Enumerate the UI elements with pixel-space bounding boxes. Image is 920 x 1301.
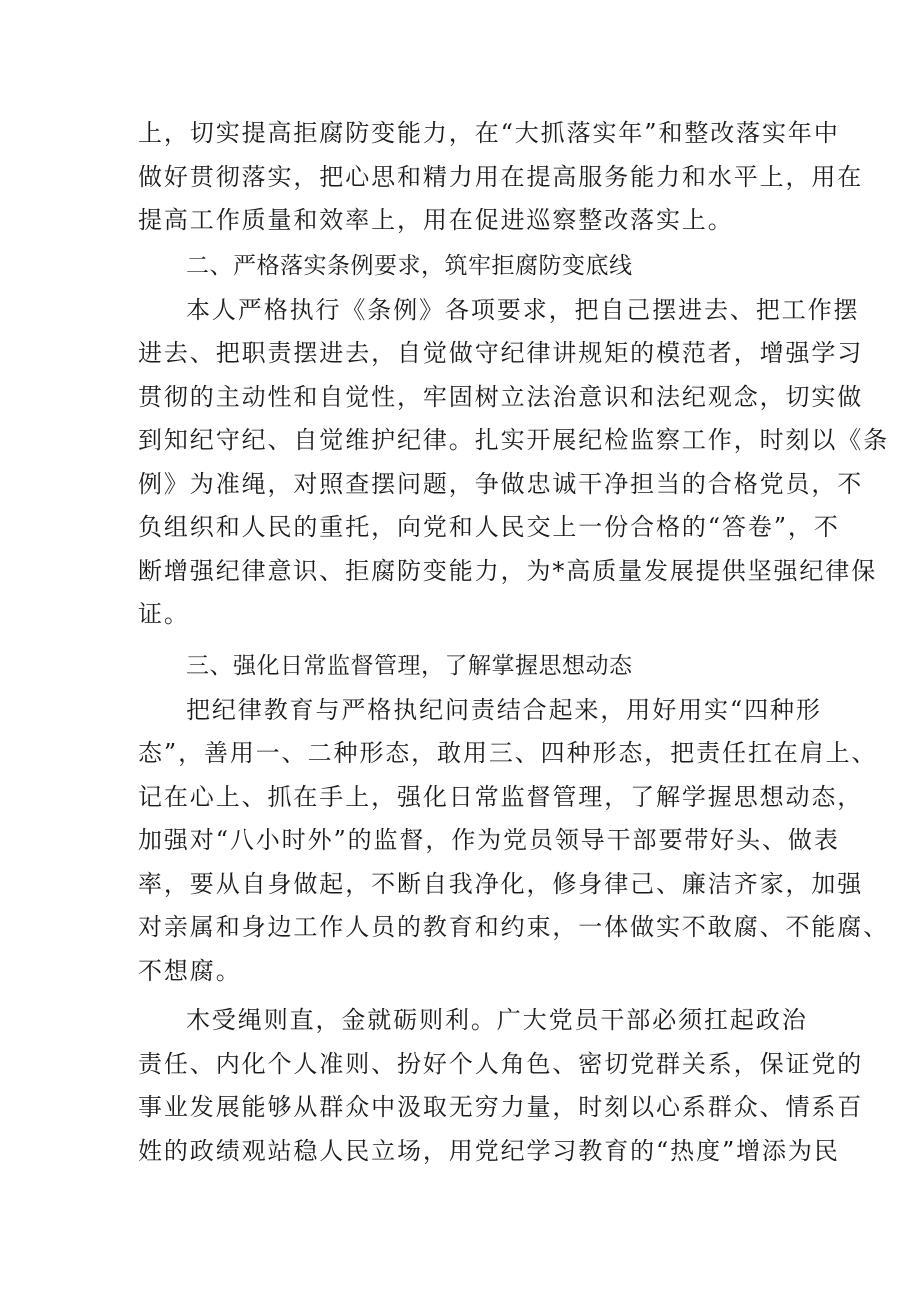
text-line: 责任、内化个人准则、扮好个人角色、密切党群关系，保证党的 (138, 1049, 864, 1078)
text-line: 断增强纪律意识、拒腐防变能力，为*高质量发展提供坚强纪律保 (138, 556, 878, 585)
text-line: 加强对“八小时外”的监督，作为党员领导干部要带好头、做表 (138, 826, 840, 854)
text-line: 做好贯彻落实，把心思和精力用在提高服务能力和水平上，用在 (138, 162, 864, 191)
text-line: 对亲属和身边工作人员的教育和约束，一体做实不敢腐、不能腐、 (138, 913, 890, 941)
text-line: 上，切实提高拒腐防变能力，在“大抓落实年”和整改落实年中 (138, 119, 840, 147)
section-heading-2: 二、严格落实条例要求，筑牢拒腐防变底线 (186, 252, 633, 279)
paragraph-2 (138, 289, 890, 637)
text-line: 贯彻的主动性和自觉性，牢固树立法治意识和法纪观念，切实做 (138, 382, 864, 411)
text-line: 证。 (138, 600, 190, 628)
paragraph-1 (138, 112, 864, 243)
paragraph-3 (138, 689, 890, 994)
text-line: 进去、把职责摆进去，自觉做守纪律讲规矩的模范者，增强学习 (138, 339, 864, 367)
section-heading-3: 三、强化日常监督管理，了解掌握思想动态 (186, 652, 633, 679)
text-line: 例》为准绳，对照查摆问题，争做忠诚干净担当的合格党员，不 (138, 469, 864, 498)
text-line: 态”，善用一、二种形态，敢用三、四种形态，把责任扛在肩上、 (138, 739, 878, 767)
text-line: 事业发展能够从群众中汲取无穷力量，时刻以心系群众、情系百 (138, 1093, 864, 1121)
text-line: 姓的政绩观站稳人民立场，用党纪学习教育的“热度”增添为民 (138, 1136, 840, 1165)
text-line: 本人严格执行《条例》各项要求，把自己摆进去、把工作摆 (186, 295, 860, 324)
text-line: 不想腐。 (138, 956, 242, 985)
text-line: 负组织和人民的重托，向党和人民交上一份合格的“答卷”，不 (138, 513, 840, 541)
text-line: 记在心上、抓在手上，强化日常监督管理，了解学握思想动态， (138, 782, 864, 811)
text-line: 木受绳则直，金就砺则利。广大党员干部必须扛起政治 (186, 1006, 808, 1034)
text-line: 提高工作质量和效率上，用在促进巡察整改落实上。 (138, 206, 734, 234)
text-line: 率，要从自身做起，不断自我净化，修身律己、廉洁齐家，加强 (138, 869, 864, 898)
text-line: 到知纪守纪、自觉维护纪律。扎实开展纪检监察工作，时刻以《条 (138, 426, 890, 454)
document-page (138, 112, 890, 1173)
text-line: 把纪律教育与严格执纪问责结合起来，用好用实“四种形 (186, 695, 822, 724)
paragraph-4 (138, 999, 864, 1173)
